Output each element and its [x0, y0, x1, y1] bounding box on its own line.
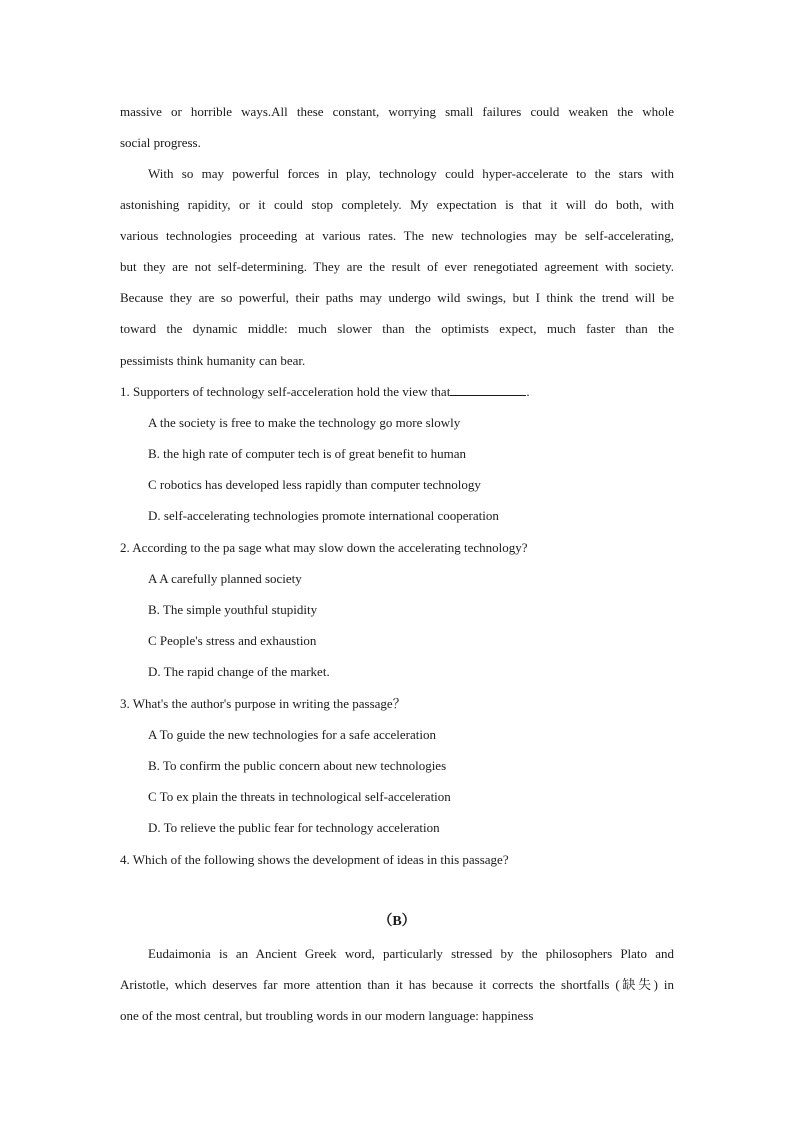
passage-a-p2-line-5: Because they are so powerful, their paths may undergo wild swings, but I think the trend will be	[120, 290, 674, 305]
question-1-stem-end: .	[526, 384, 530, 399]
question-1-option-d: D. self-accelerating technologies promote international cooperation	[148, 508, 499, 523]
question-1-text: 1. Supporters of technology self-acceleration hold the view that	[120, 384, 451, 399]
question-3-option-b: B. To confirm the public concern about new technologies	[148, 758, 447, 773]
passage-b-line-1: Eudaimonia is an Ancient Greek word, particularly stressed by the philosophers Plato and	[148, 946, 674, 961]
passage-b-line-2: Aristotle, which deserves far more attention than it has because it corrects the shortfalls (缺失) in	[120, 977, 674, 992]
passage-a-p1-line-1: massive or horrible ways.All these constant, worrying small failures could weaken the whole	[120, 104, 674, 119]
question-3-option-c: C To ex plain the threats in technological self-acceleration	[148, 789, 451, 804]
question-4-stem: 4. Which of the following shows the development of ideas in this passage?	[120, 852, 509, 867]
question-3-stem: 3. What's the author's purpose in writing the passage？	[120, 696, 406, 711]
passage-a-p2-line-6: toward the dynamic middle: much slower than the optimists expect, much faster than the	[120, 321, 674, 336]
question-2-option-c: C People's stress and exhaustion	[148, 633, 317, 648]
question-1-stem	[120, 383, 674, 401]
question-3-option-d: D. To relieve the public fear for technology acceleration	[148, 820, 440, 835]
passage-a-p2-line-1: With so may powerful forces in play, technology could hyper-accelerate to the stars with	[148, 166, 674, 181]
passage-a-p1-line-2: social progress.	[120, 135, 201, 150]
passage-a-p2-line-4: but they are not self-determining. They are the result of ever renegotiated agreement with society.	[120, 259, 674, 274]
question-2-stem: 2. According to the pa sage what may slow down the accelerating technology?	[120, 540, 528, 555]
question-2-option-a: A A carefully planned society	[148, 571, 302, 586]
question-3-option-a: A To guide the new technologies for a safe acceleration	[148, 727, 436, 742]
question-1-option-c: C robotics has developed less rapidly than computer technology	[148, 477, 481, 492]
question-2-option-d: D. The rapid change of the market.	[148, 664, 330, 679]
question-2-option-b: B. The simple youthful stupidity	[148, 602, 318, 617]
question-1-option-b: B. the high rate of computer tech is of great benefit to human	[148, 446, 467, 461]
answer-blank[interactable]	[450, 383, 526, 396]
section-heading-b: （B）	[378, 914, 416, 929]
passage-b-line-3: one of the most central, but troubling words in our modern language: happiness	[120, 1008, 534, 1023]
passage-a-p2-line-2: astonishing rapidity, or it could stop completely. My expectation is that it will do both, with	[120, 197, 674, 212]
question-1-option-a: A the society is free to make the technology go more slowly	[148, 415, 461, 430]
passage-a-p2-line-7: pessimists think humanity can bear.	[120, 353, 306, 368]
passage-a-p2-line-3: various technologies proceeding at various rates. The new technologies may be self-accelerating,	[120, 228, 674, 243]
